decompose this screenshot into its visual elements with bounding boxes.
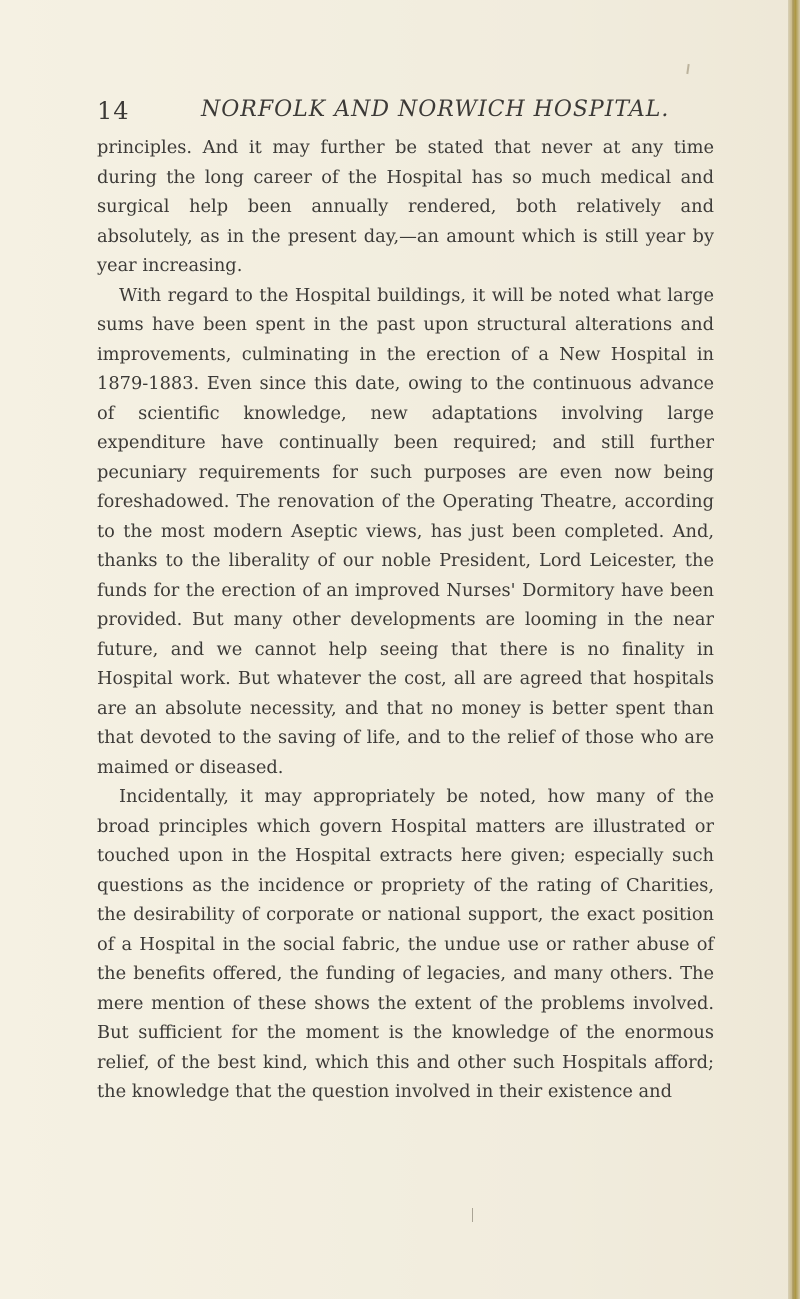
paragraph-2: With regard to the Hospital buildings, it will be noted what large sums have been spent in the past upon structural alterations and improvements, culminating in the erection of a New Hospital in 1879-1883. Even since this date, owing to the continuous advance of scientific knowledge, new adaptations involving large expenditure have continually been required; and still further pecuniary requirements for such purposes are even now being foreshadowed. The renovation of the Operating Theatre, according to the most modern Aseptic views, has just been completed. And, thanks to the liberality of our noble President, Lord Leicester, the funds for the erection of an improved Nurses' Dormitory have been provided. But many other developments are looming in the near future, and we cannot help seeing that there is no finality in Hospital work. But whatever the cost, all are agreed that hospitals are an absolute necessity, and that no money is better spent than that devoted to the saving of life, and to the relief of those who are maimed or diseased. xyxy=(97,284,714,778)
page-edge xyxy=(788,0,800,1299)
ink-mark-bottom xyxy=(472,1208,473,1222)
page-edge-line xyxy=(792,0,794,1299)
paragraph-3: Incidentally, it may appropriately be noted, how many of the broad principles which govern Hospital matters are illustrated or touched upon in the Hospital extracts here given; especially such questions as the incidence or propriety of the rating of Charities, the desirability of corporate or national support, the exact position of a Hospital in the social fabric, the undue use or rather abuse of the benefits offered, the funding of legacies, and many others. The mere mention of these shows the extent of the problems involved. But sufficient for the moment is the knowledge of the enormous relief, of the best kind, which this and other such Hospitals afford; the knowledge that the question involved in their existence and xyxy=(97,786,714,1102)
body-text xyxy=(97,133,714,1107)
paragraph-1: principles. And it may further be stated that never at any time during the long career of the Hospital has so much medical and surgical help been annually rendered, both relatively and absolutely, as in the present day,—an amount which is still year by year increasing. xyxy=(97,137,714,276)
page-header xyxy=(97,97,670,131)
ink-mark xyxy=(686,64,689,74)
page-number: 14 xyxy=(97,97,130,125)
running-title: NORFOLK AND NORWICH HOSPITAL. xyxy=(201,97,670,122)
